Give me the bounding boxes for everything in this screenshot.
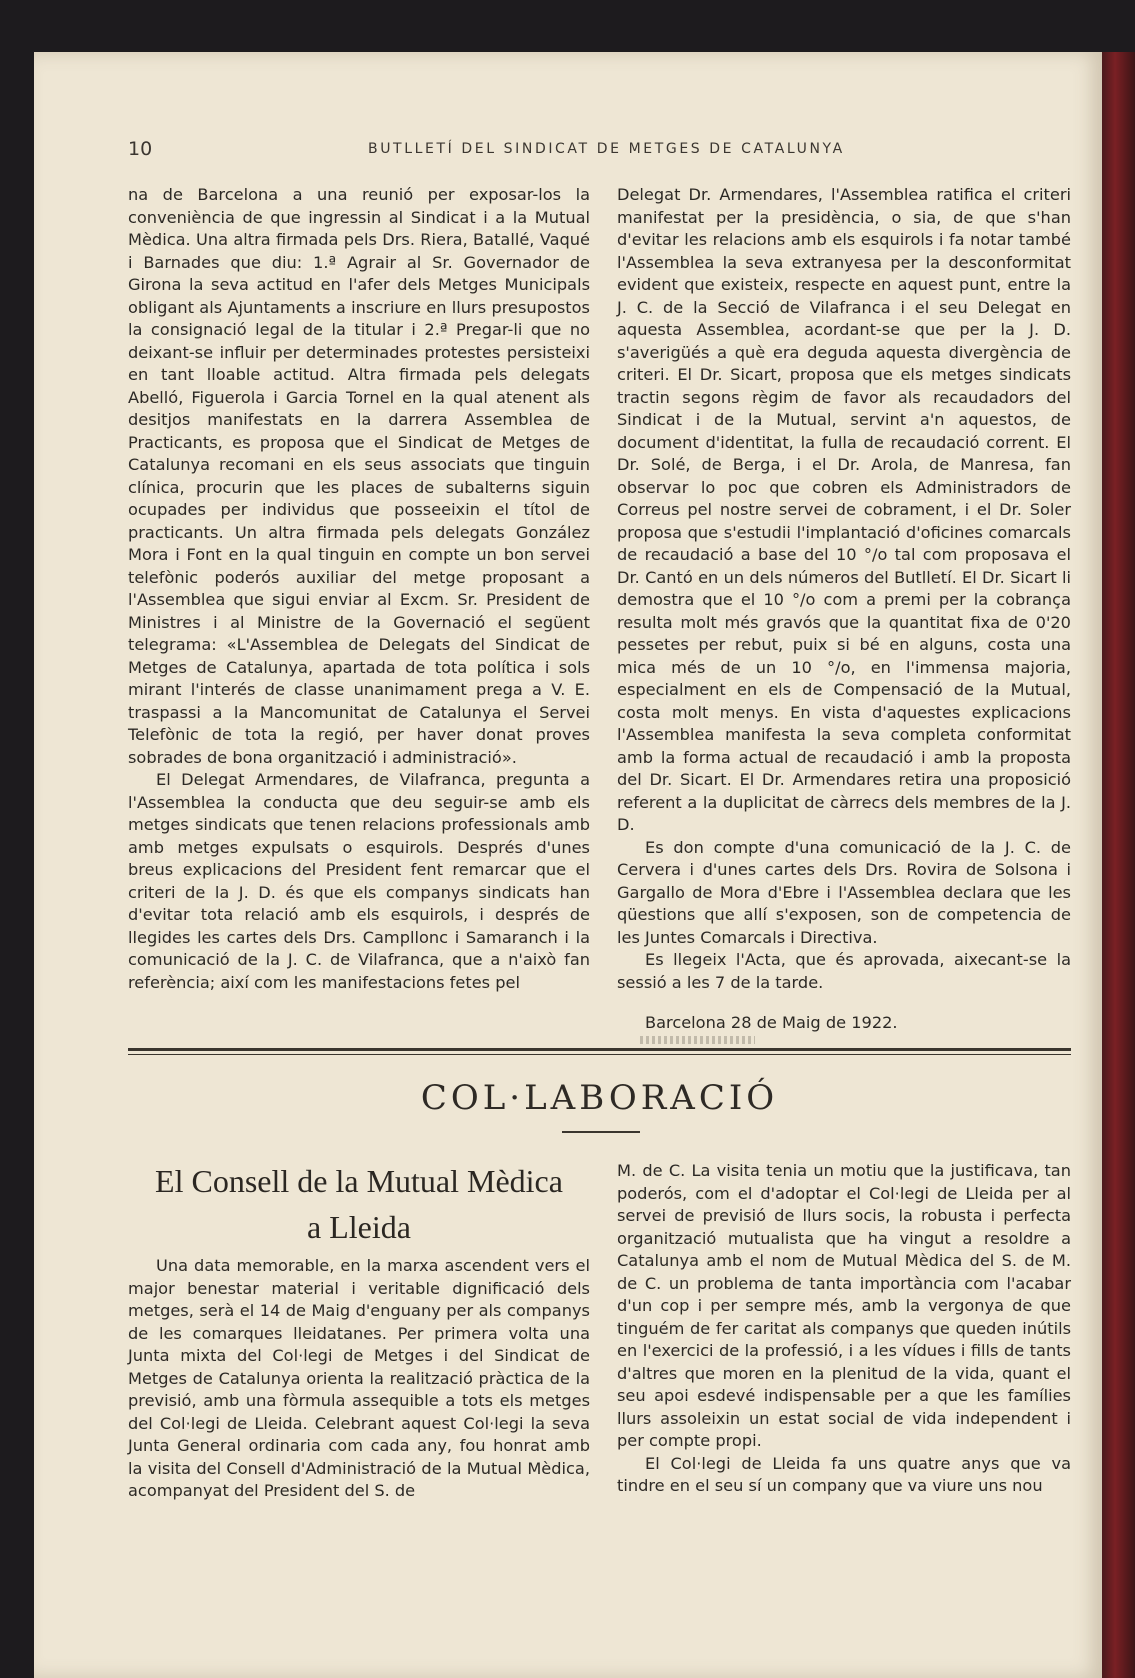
section-rule-thick (128, 1048, 1071, 1051)
section-title-underline (562, 1131, 640, 1133)
ink-smudge (640, 1036, 755, 1044)
paragraph: Delegat Dr. Armendares, l'Assemblea ratifica el criteri manifestat per la presidència, o sia, de que s'han d'evitar les relacions amb els esquirols i fa notar també l'Assemblea la seva extranyesa per la desconformitat evident que existeix, respecte en aquest punt, entre la J. C. de la Secció de Vilafranca i el seu Delegat en aquesta Assemblea, acordant-se que per la J. D. s'averigüés a què era deguda aquesta divergència de criteri. El Dr. Sicart, proposa que els metges sindicats tractin segons règim de favor als recaudadors del Sindicat i de la Mutual, servint a'n aquestos, de document d'identitat, la fulla de recaudació corrent. El Dr. Solé, de Berga, i el Dr. Arola, de Manresa, fan observar lo poc que cobren els Administradors de Correus pel nostre servei de cobrament, i el Dr. Soler proposa que s'estudii l'implantació d'oficines comarcals de recaudació a base del 10 °/o tal com proposava el Dr. Cantó en un dels números del Butlletí. El Dr. Sicart li demostra que el 10 °/o com a premi per la cobrança resulta molt més gravós que la quantitat fixa de 0'20 pessetes per rebut, puix si bé en alguns, costa una mica més de un 10 °/o, en l'immensa majoria, especialment en els de Compensació de la Mutual, costa molt menys. En vista d'aquestes explicacions l'Assemblea manifesta la seva completa conformitat amb la forma actual de recaudació i amb la proposta del Dr. Sicart. El Dr. Armendares retira una proposició referent a la duplicitat de càrrecs dels membres de la J. D. (617, 185, 1071, 834)
paragraph: M. de C. La visita tenia un motiu que la justificava, tan poderós, com el d'adoptar el Col·legi de Lleida per al servei de previsió de llurs socis, la robusta i perfecta organització mutualista que ha vingut a resoldre a Catalunya amb el nom de Mutual Mèdica del S. de M. de C. un problema de tanta importància com l'acabar d'un cop i per sempre més, amb la vergonya de que tinguém de fer caritat als companys que queden inútils en l'exercici de la professió, i a les vídues i fills de tants d'altres que moren en la plenitud de la vida, quant el seu apoi esdevé indispensable per a que les famílies llurs assoleixin un estat social de vida independent i per compte propi. (617, 1161, 1071, 1450)
paragraph: El Col·legi de Lleida fa uns quatre anys que va tindre en el seu sí un company que va viure uns nou (617, 1453, 1071, 1495)
section-title: COL·LABORACIÓ (420, 1078, 779, 1118)
date-line: Barcelona 28 de Maig de 1922. (645, 1013, 898, 1032)
paragraph: Una data memorable, en la marxa ascendent vers el major benestar material i veritable dignificació dels metges, serà el 14 de Maig d'enguany per als companys de les comarques lleidatanes. Per primera volta una Junta mixta del Col·legi de Metges i del Sindicat de Metges de Catalunya orienta la realització pràctica de la previsió, amb una fòrmula assequible a tots els metges del Col·legi de Lleida. Celebrant aquest Col·legi la seva Junta General ordinaria com cada any, fou honrat amb la visita del Consell d'Administració de la Mutual Mèdica, acompanyat del President del S. de (128, 1256, 590, 1500)
column-top-right (617, 184, 1071, 1035)
book-spine (1102, 52, 1135, 1678)
column-top-left (128, 184, 590, 994)
paragraph: Es don compte d'una comunicació de la J. C. de Cervera i d'unes cartes dels Drs. Rovira de Solsona i Gargallo de Mora d'Ebre i l'Assemblea declara que les qüestions que allí s'exposen, son de competencia de les Juntes Comarcals i Directiva. (617, 837, 1071, 947)
paragraph: Es llegeix l'Acta, que és aprovada, aixecant-se la sessió a les 7 de la tarde. (617, 950, 1071, 992)
article-title (128, 1158, 590, 1250)
page-number: 10 (128, 138, 153, 160)
paragraph: El Delegat Armendares, de Vilafranca, pregunta a l'Assemblea la conducta que deu seguir-se amb els metges sindicats que tenen relacions professionals amb amb metges expulsats o esquirols. Després d'unes breus explicacions del President fent remarcar que el criteri de la J. D. és que els companys sindicats han d'evitar tota relació amb els esquirols, i després de llegides les cartes dels Drs. Campllonc i Samaranch i la comunicació de la J. C. de Vilafranca, que a n'això fan referència; així com les manifestacions fetes pel (128, 770, 590, 992)
article-column-left (128, 1255, 590, 1503)
paragraph: na de Barcelona a una reunió per exposar-los la conveniència de que ingressin al Sindicat i a la Mutual Mèdica. Una altra firmada pels Drs. Riera, Batallé, Vaqué i Barnades que diu: 1.ª Agrair al Sr. Governador de Girona la seva actitud en l'afer dels Metges Municipals obligant als Ajuntaments a inscriure en llurs presupostos la consignació legal de la titular i 2.ª Pregar-li que no deixant-se influir per determinades protestes persisteixi en tant lloable actitud. Altra firmada pels delegats Abelló, Figuerola i Garcia Tornel en la qual atenent als desitjos manifestats en la darrera Assemblea de Practicants, es proposa que el Sindicat de Metges de Catalunya recomani en els seus associats que tinguin clínica, procurin que les places de subalterns siguin ocupades per individus que posseeixin el títol de practicants. Un altra firmada pels delegats González Mora i Font en la qual tinguin en compte un bon servei telefònic poderós auxiliar del metge proposant a l'Assemblea que sigui enviar al Excm. Sr. President de Ministres i al Ministre de la Governació el següent telegrama: «L'Assemblea de Delegats del Sindicat de Metges de Catalunya, apartada de tota política i sols mirant l'interés de classe unanimament prega a V. E. traspassi a la Mancomunitat de Catalunya el Servei Telefònic de tota la regió, per haver donat proves sobrades de bona organització i administració». (128, 185, 590, 767)
article-title-line2: a Lleida (307, 1209, 411, 1245)
section-rule-thin (128, 1054, 1071, 1055)
article-title-line1: El Consell de la Mutual Mèdica (155, 1163, 563, 1199)
article-column-right (617, 1160, 1071, 1498)
publication-title: BUTLLETÍ DEL SINDICAT DE METGES DE CATALUNYA (368, 141, 845, 157)
